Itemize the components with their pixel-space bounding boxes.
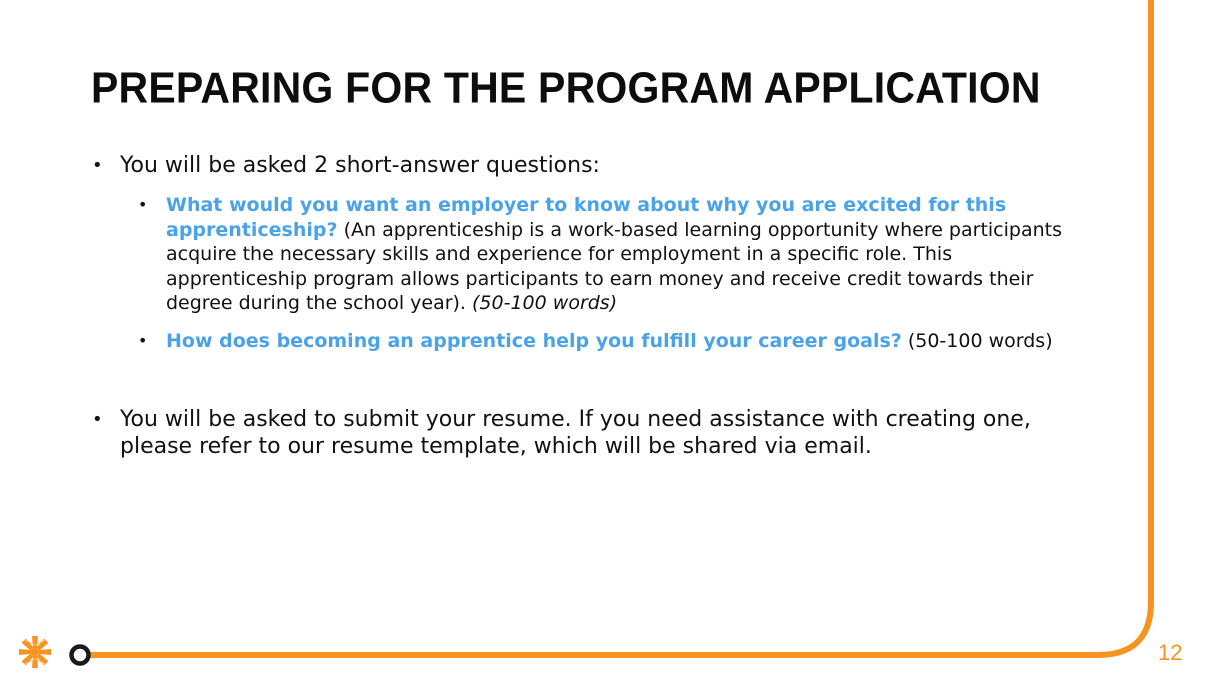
bullet-text: You will be asked 2 short-answer questions: — [120, 153, 600, 178]
sunburst-logo-icon — [19, 636, 51, 668]
bullet-dot-icon: • — [92, 409, 103, 430]
question-text: How does becoming an apprentice help you fulfill your career goals? — [166, 330, 902, 352]
question-detail: (An apprenticeship is a work-based learning opportunity where participants acquire the necessary skills and experience for employment in a specific role. This apprenticeship program allows participants to earn money and receive credit towards their degree during the school year). — [166, 218, 1062, 314]
bullet-dot-icon: • — [138, 331, 148, 350]
page-number: 12 — [1158, 640, 1183, 665]
word-limit: (50-100 words) — [465, 292, 618, 314]
sub-bullet-item — [138, 329, 1066, 354]
sub-bullet-item — [138, 193, 1066, 316]
frame-start-circle — [72, 647, 89, 664]
bullet-dot-icon: • — [92, 155, 103, 176]
question-text: What would you want an employer to know about why you are excited for this apprenticeship? — [166, 194, 1007, 241]
bullet-item — [92, 152, 1100, 179]
bullet-dot-icon: • — [138, 195, 148, 214]
bullet-text: You will be asked to submit your resume. If you need assistance with creating one, please refer to our resume template, which will be shared via email. — [120, 407, 1031, 459]
word-limit: (50-100 words) — [901, 330, 1053, 352]
slide-title: PREPARING FOR THE PROGRAM APPLICATION — [91, 63, 1041, 112]
bullet-item — [92, 406, 1100, 460]
